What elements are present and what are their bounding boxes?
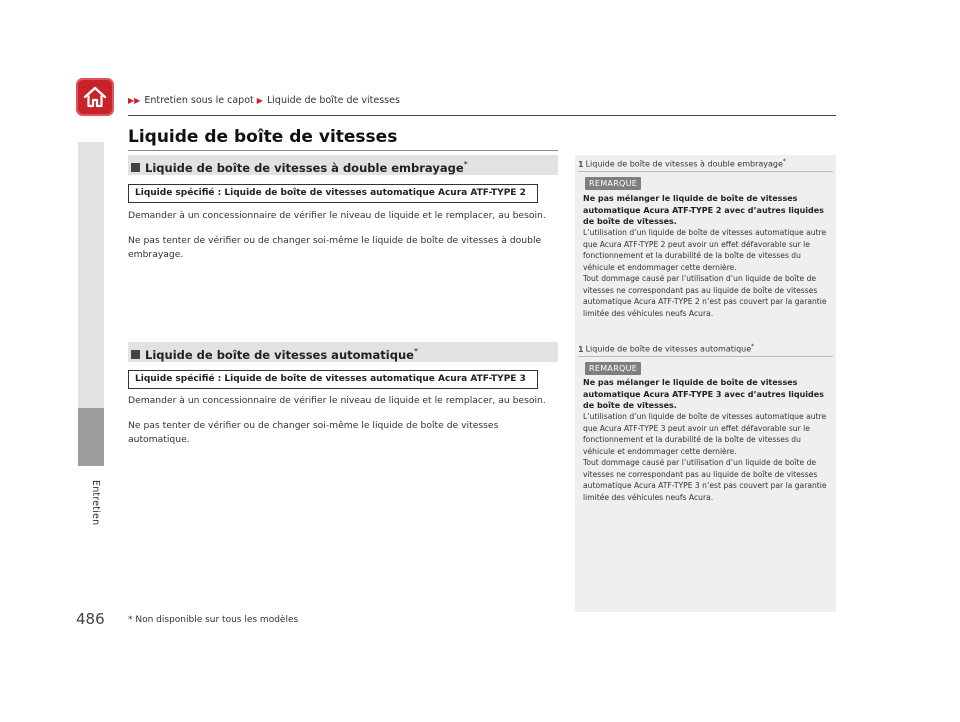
paragraph: Demander à un concessionnaire de vérifier le niveau de liquide et le remplacer, au besoin. [128,395,546,406]
section-heading-dual-clutch [128,155,558,175]
note-title-automatic[interactable] [578,343,754,354]
title-divider [128,150,558,151]
header-divider [128,115,836,116]
home-icon [82,84,108,110]
section-marker-icon [131,163,140,172]
note-paragraph: Tout dommage causé par l’utilisation d’un liquide de boîte de vitesses ne correspondant pas au liquide de boîte de vitesses automatique Acura ATF-TYPE 2 n’est pas couvert par la garantie limitée des véhicules neufs Acura. [583,274,827,318]
section-heading-text: Liquide de boîte de vitesses automatique [145,347,414,362]
paragraph: Ne pas tenter de vérifier ou de changer soi-même le liquide de boîte de vitesses automatique. [128,420,499,445]
note-warning: Ne pas mélanger le liquide de boîte de vitesses automatique Acura ATF-TYPE 2 avec d’autres liquides de boîte de vitesses. [583,194,824,226]
section-marker-icon [131,350,140,359]
note-title-text: Liquide de boîte de vitesses automatique [585,344,752,354]
specified-fluid-box: Liquide spécifié : Liquide de boîte de vitesses automatique Acura ATF-TYPE 2 [128,184,538,203]
breadcrumb-current: Liquide de boîte de vitesses [266,95,400,106]
footnote: * Non disponible sur tous les modèles [128,615,299,625]
note-warning: Ne pas mélanger le liquide de boîte de vitesses automatique Acura ATF-TYPE 3 avec d’autres liquides de boîte de vitesses. [583,378,824,410]
breadcrumb [128,95,400,106]
section-heading-automatic [128,342,558,362]
note-divider [578,171,833,172]
chapter-tab-strip [78,142,104,466]
note-body [583,411,833,503]
note-paragraph: L’utilisation d’un liquide de boîte de vitesses automatique autre que Acura ATF-TYPE 2 peut avoir un effet défavorable sur le fonctionnement et la durabilité de la boîte de vitesses du véhicule et endommager cette dernière. [583,228,827,272]
notice-badge: REMARQUE [585,362,641,375]
paragraph: Ne pas tenter de vérifier ou de changer soi-même le liquide de boîte de vitesses à double embrayage. [128,235,542,260]
page-title: Liquide de boîte de vitesses [128,127,398,147]
note-paragraph: L’utilisation d’un liquide de boîte de vitesses automatique autre que Acura ATF-TYPE 3 peut avoir un effet défavorable sur le fonctionnement et la durabilité de la boîte de vitesses du véhicule et endommager cette dernière. [583,412,827,456]
note-divider [578,356,833,357]
home-button[interactable] [76,78,114,116]
paragraph: Demander à un concessionnaire de vérifier le niveau de liquide et le remplacer, au besoin. [128,210,546,221]
section-heading-text: Liquide de boîte de vitesses à double embrayage [145,160,464,175]
note-body [583,227,833,319]
specified-fluid-box: Liquide spécifié : Liquide de boîte de vitesses automatique Acura ATF-TYPE 3 [128,370,538,389]
chapter-label: Entretien [90,480,101,526]
footnote-star[interactable]: * [413,347,418,356]
breadcrumb-link-maintenance[interactable]: Entretien sous le capot [144,95,254,106]
note-marker: 1 [578,159,584,169]
breadcrumb-arrow-icon: ▶▶ [128,96,141,105]
note-title-text: Liquide de boîte de vitesses à double embrayage [585,159,783,169]
breadcrumb-arrow-icon: ▶ [256,96,263,105]
note-paragraph: Tout dommage causé par l’utilisation d’un liquide de boîte de vitesses ne correspondant pas au liquide de boîte de vitesses automatique Acura ATF-TYPE 3 n’est pas couvert par la garantie limitée des véhicules neufs Acura. [583,458,827,502]
footnote-star: * [782,158,786,165]
page-number: 486 [76,610,105,628]
chapter-tab-active[interactable] [78,408,104,466]
footnote-star[interactable]: * [463,160,468,169]
notice-badge: REMARQUE [585,177,641,190]
footnote-star: * [751,343,755,350]
note-title-dual-clutch[interactable] [578,158,786,169]
note-marker: 1 [578,344,584,354]
